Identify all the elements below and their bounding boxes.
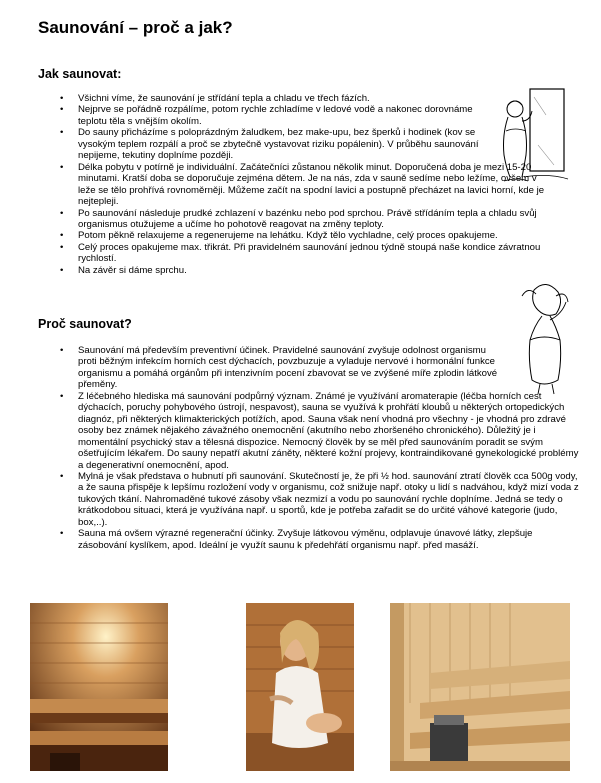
list-why	[58, 345, 579, 551]
list-item: • Sauna má ovšem výrazné regenerační účinky. Zvyšuje látkovou výměnu, odplavuje únavové látky, zlepšuje zásobování kyslíkem, apod. Ideální je využít saunu k předehřátí organismu např. před masáží.	[58, 528, 580, 551]
list-item: • Po saunování následuje prudké zchlazení v bazénku nebo pod sprchou. Právě střídáním tepla a chladu svůj organismus otužujeme a učíme ho pohotově reagovat na změny teploty.	[58, 208, 550, 231]
list-item: • Potom pěkně relaxujeme a regenerujeme na lehátku. Když tělo vychladne, celý proces opakujeme.	[58, 230, 550, 241]
list-item: • Nejprve se pořádně rozpálíme, potom rychle zchladíme v ledové vodě a nakonec dorovnáme teplotu těla s vnějším okolím.	[58, 104, 482, 127]
list-item: • Saunování má především preventivní účinek. Pravidelné saunování zvyšuje odolnost organismu proti běžným infekcím horních cest dýchacích, povzbuzuje a vyladuje nervové i hormonální funkce organismu a pomáhá orgánům při intenzivním pocení zbavovat se ve zvýšené míře zplodin látkové přeměny.	[58, 345, 504, 391]
list-how	[58, 93, 545, 276]
woman-towel-illustration	[512, 280, 576, 395]
list-item: • Mylná je však představa o hubnutí při saunování. Skutečností je, že při ½ hod. saunování ztratí člověk cca 500g vody, a že sauna přispěje k lepšímu rozložení vody v organismu, což snižuje např. otoky u lidí s nadváhou, když mizí voda z tukových tkání. Nahromaděné tukové zásoby však nezmizí a vodu po saunování rychle doplníme. Jedná se tedy o krátkodobou situaci, která je využívána např. u sportů, kde je potřeba zařadit se do určité váhové kategorie (judo, box,..).	[58, 471, 580, 528]
sauna-benches-photo	[390, 603, 570, 771]
list-item: • Z léčebného hlediska má saunování podpůrný význam. Známé je využívání aromaterapie (léčba horních cest dýchacích, poruchy pohybového ústrojí, nespavost), sauna se využívá k prohřátí kloubů u některých ortopedických diagnóz, při některých klimakterických potížích, apod. Sauna však není vhodná pro všechny - je vhodná pro zdravé osoby bez známek nějakého závažného onemocnění (akutního nebo zhoršeného chronického). Důležitý je i momentální psychický stav a tělesná dispozice. Nemocný člověk by se měl před saunováním poradit se svým ošetřujícím lékařem. Do sauny nepatří akutní záněty, některé kožní projevy, kontraindikované gynekologické problémy a degenerativní onemocnění, apod.	[58, 391, 580, 471]
woman-sauna-photo	[246, 603, 354, 771]
list-item: • Všichni víme, že saunování je střídání tepla a chladu ve třech fázích.	[58, 93, 482, 104]
woman-mirror-illustration	[488, 85, 576, 185]
list-item: • Celý proces opakujeme max. třikrát. Při pravidelném saunování jednou týdně stoupá naše kondice závratnou rychlostí.	[58, 242, 550, 265]
section-heading-why: Proč saunovat?	[38, 317, 132, 331]
page-title: Saunování – proč a jak?	[38, 18, 233, 37]
list-item: • Do sauny přicházíme s poloprázdným žaludkem, bez make-upu, bez šperků i hodinek (kov se vysokým teplem rozpálí a proč se zbytečně vystavovat riziku popálenin). V průběhu saunování nepijeme, tekutiny doplníme později.	[58, 127, 482, 161]
list-item: • Na závěr si dáme sprchu.	[58, 265, 482, 276]
list-item: • Délka pobytu v potírně je individuální. Začátečníci zůstanou několik minut. Doporučená doba je mezi 15-20 minutami. Kratší doba se doporučuje zejména dětem. Je na nás, zda v sauně sedíme nebo ležíme, ovšem v leže se tělo prohřívá rovnoměrněji. Můžeme začít na spodní lavici a postupně přecházet na lavici horní, kde je nejtepleji.	[58, 162, 550, 208]
section-heading-how: Jak saunovat:	[38, 67, 122, 81]
sauna-interior-photo	[30, 603, 168, 771]
